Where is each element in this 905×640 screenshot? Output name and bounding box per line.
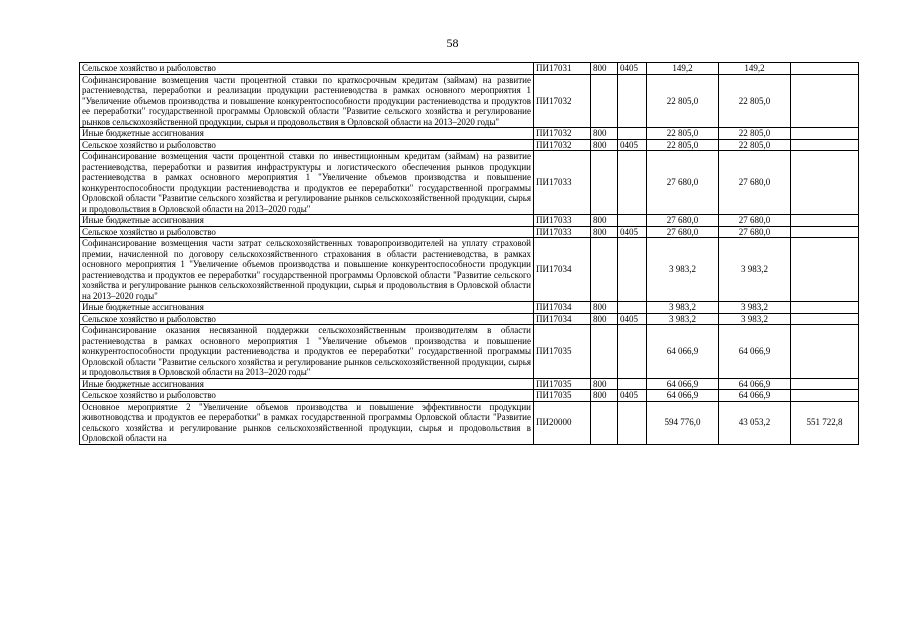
table-row (80, 226, 859, 238)
section-code-cell (618, 74, 647, 128)
total-sum-cell: 22 805,0 (647, 128, 719, 140)
total-sum-cell: 149,2 (647, 63, 719, 75)
target-code-cell: ПИ17034 (534, 302, 591, 314)
sum-column-3-cell (791, 325, 859, 379)
sum-column-2-cell: 27 680,0 (719, 215, 791, 227)
sum-column-3-cell (791, 313, 859, 325)
target-code-cell: ПИ20000 (534, 401, 591, 444)
item-name-cell: Иные бюджетные ассигнования (80, 302, 534, 314)
target-code-cell: ПИ17035 (534, 378, 591, 390)
total-sum-cell: 3 983,2 (647, 238, 719, 302)
section-code-cell: 0405 (618, 63, 647, 75)
table-row (80, 128, 859, 140)
expense-type-cell: 800 (591, 139, 618, 151)
target-code-cell: ПИ17032 (534, 128, 591, 140)
section-code-cell (618, 325, 647, 379)
table-row (80, 238, 859, 302)
section-code-cell: 0405 (618, 313, 647, 325)
total-sum-cell: 594 776,0 (647, 401, 719, 444)
item-name-cell: Софинансирование оказания несвязанной поддержки сельскохозяйственным производителям в области растениеводства в рамках основного мероприятия 1 "Увеличение объемов производства и повышение конкурентоспособности продукции растениеводства и продуктов ее переработки" государственной программы Орловской области "Развитие сельского хозяйства и регулирование рынков сельскохозяйственной продукции, сырья и продовольствия в Орловской области на 2013–2020 годы" (80, 325, 534, 379)
sum-column-2-cell: 27 680,0 (719, 226, 791, 238)
target-code-cell: ПИ17031 (534, 63, 591, 75)
expense-type-cell (591, 74, 618, 128)
budget-table (79, 62, 859, 445)
target-code-cell: ПИ17035 (534, 390, 591, 402)
target-code-cell: ПИ17033 (534, 215, 591, 227)
table-row (80, 74, 859, 128)
total-sum-cell: 27 680,0 (647, 215, 719, 227)
table-row (80, 378, 859, 390)
total-sum-cell: 22 805,0 (647, 74, 719, 128)
section-code-cell (618, 378, 647, 390)
section-code-cell (618, 302, 647, 314)
expense-type-cell (591, 401, 618, 444)
sum-column-3-cell (791, 238, 859, 302)
table-row (80, 151, 859, 215)
expense-type-cell: 800 (591, 390, 618, 402)
sum-column-2-cell: 22 805,0 (719, 139, 791, 151)
table-row (80, 63, 859, 75)
table-row (80, 139, 859, 151)
section-code-cell: 0405 (618, 139, 647, 151)
sum-column-3-cell (791, 74, 859, 128)
sum-column-2-cell: 64 066,9 (719, 378, 791, 390)
sum-column-3-cell (791, 226, 859, 238)
item-name-cell: Софинансирование возмещения части процентной ставки по инвестиционным кредитам (займам) на развитие растениеводства, переработки и развития инфраструктуры и логистического обеспечения рынков продукции растениеводства в рамках основного мероприятия 1 "Увеличение объемов производства и повышение конкурентоспособности продукции растениеводства и продуктов ее переработки" государственной программы Орловской области "Развитие сельского хозяйства и регулирование рынков сельскохозяйственной продукции, сырья и продовольствия в Орловской области на 2013–2020 годы" (80, 151, 534, 215)
sum-column-2-cell: 43 053,2 (719, 401, 791, 444)
expense-type-cell: 800 (591, 226, 618, 238)
total-sum-cell: 3 983,2 (647, 302, 719, 314)
sum-column-2-cell: 64 066,9 (719, 325, 791, 379)
item-name-cell: Иные бюджетные ассигнования (80, 378, 534, 390)
section-code-cell: 0405 (618, 226, 647, 238)
sum-column-2-cell: 3 983,2 (719, 302, 791, 314)
item-name-cell: Софинансирование возмещения части процентной ставки по краткосрочным кредитам (займам) на развитие растениеводства, переработки и реализации продукции растениеводства в рамках основного мероприятия 1 "Увеличение объемов производства и повышение конкурентоспособности продукции растениеводства и продуктов ее переработки" государственной программы Орловской области "Развитие сельского хозяйства и регулирование рынков сельскохозяйственной продукции, сырья и продовольствия в Орловской области на 2013–2020 годы" (80, 74, 534, 128)
sum-column-3-cell (791, 390, 859, 402)
page-number: 58 (446, 36, 459, 50)
section-code-cell: 0405 (618, 390, 647, 402)
expense-type-cell: 800 (591, 302, 618, 314)
expense-type-cell: 800 (591, 215, 618, 227)
expense-type-cell (591, 151, 618, 215)
sum-column-2-cell: 27 680,0 (719, 151, 791, 215)
item-name-cell: Иные бюджетные ассигнования (80, 128, 534, 140)
expense-type-cell: 800 (591, 313, 618, 325)
table-row (80, 325, 859, 379)
target-code-cell: ПИ17035 (534, 325, 591, 379)
sum-column-2-cell: 22 805,0 (719, 128, 791, 140)
item-name-cell: Иные бюджетные ассигнования (80, 215, 534, 227)
total-sum-cell: 64 066,9 (647, 378, 719, 390)
item-name-cell: Софинансирование возмещения части затрат сельскохозяйственных товаропроизводителей на уплату страховой премии, начисленной по договору сельскохозяйственного страхования в области растениеводства, в рамках основного мероприятия 1 "Увеличение объемов производства и повышение конкурентоспособности продукции растениеводства и продуктов ее переработки" государственной программы Орловской области "Развитие сельского хозяйства и регулирование рынков сельскохозяйственной продукции, сырья и продовольствия в Орловской области на 2013–2020 годы" (80, 238, 534, 302)
table-row (80, 302, 859, 314)
total-sum-cell: 3 983,2 (647, 313, 719, 325)
item-name-cell: Сельское хозяйство и рыболовство (80, 390, 534, 402)
table-row (80, 313, 859, 325)
item-name-cell: Сельское хозяйство и рыболовство (80, 226, 534, 238)
expense-type-cell: 800 (591, 378, 618, 390)
target-code-cell: ПИ17033 (534, 226, 591, 238)
budget-table-body (80, 63, 859, 445)
sum-column-2-cell: 149,2 (719, 63, 791, 75)
sum-column-3-cell (791, 302, 859, 314)
item-name-cell: Сельское хозяйство и рыболовство (80, 313, 534, 325)
target-code-cell: ПИ17032 (534, 74, 591, 128)
target-code-cell: ПИ17034 (534, 238, 591, 302)
sum-column-3-cell: 551 722,8 (791, 401, 859, 444)
expense-type-cell: 800 (591, 63, 618, 75)
sum-column-3-cell (791, 128, 859, 140)
sum-column-2-cell: 3 983,2 (719, 238, 791, 302)
target-code-cell: ПИ17034 (534, 313, 591, 325)
target-code-cell: ПИ17032 (534, 139, 591, 151)
table-row (80, 401, 859, 444)
sum-column-3-cell (791, 63, 859, 75)
total-sum-cell: 64 066,9 (647, 325, 719, 379)
sum-column-3-cell (791, 139, 859, 151)
section-code-cell (618, 151, 647, 215)
section-code-cell (618, 238, 647, 302)
sum-column-2-cell: 64 066,9 (719, 390, 791, 402)
sum-column-3-cell (791, 215, 859, 227)
expense-type-cell (591, 325, 618, 379)
total-sum-cell: 27 680,0 (647, 226, 719, 238)
total-sum-cell: 64 066,9 (647, 390, 719, 402)
total-sum-cell: 27 680,0 (647, 151, 719, 215)
sum-column-2-cell: 3 983,2 (719, 313, 791, 325)
target-code-cell: ПИ17033 (534, 151, 591, 215)
total-sum-cell: 22 805,0 (647, 139, 719, 151)
item-name-cell: Основное мероприятие 2 "Увеличение объемов производства и повышение эффективности продукции животноводства и продуктов ее переработки" в рамках государственной программы Орловской области "Развитие сельского хозяйства и регулирование рынков сельскохозяйственной продукции, сырья и продовольствия в Орловской области на (80, 401, 534, 444)
sum-column-2-cell: 22 805,0 (719, 74, 791, 128)
item-name-cell: Сельское хозяйство и рыболовство (80, 63, 534, 75)
table-row (80, 390, 859, 402)
sum-column-3-cell (791, 151, 859, 215)
section-code-cell (618, 128, 647, 140)
section-code-cell (618, 215, 647, 227)
table-row (80, 215, 859, 227)
sum-column-3-cell (791, 378, 859, 390)
expense-type-cell: 800 (591, 128, 618, 140)
item-name-cell: Сельское хозяйство и рыболовство (80, 139, 534, 151)
expense-type-cell (591, 238, 618, 302)
section-code-cell (618, 401, 647, 444)
